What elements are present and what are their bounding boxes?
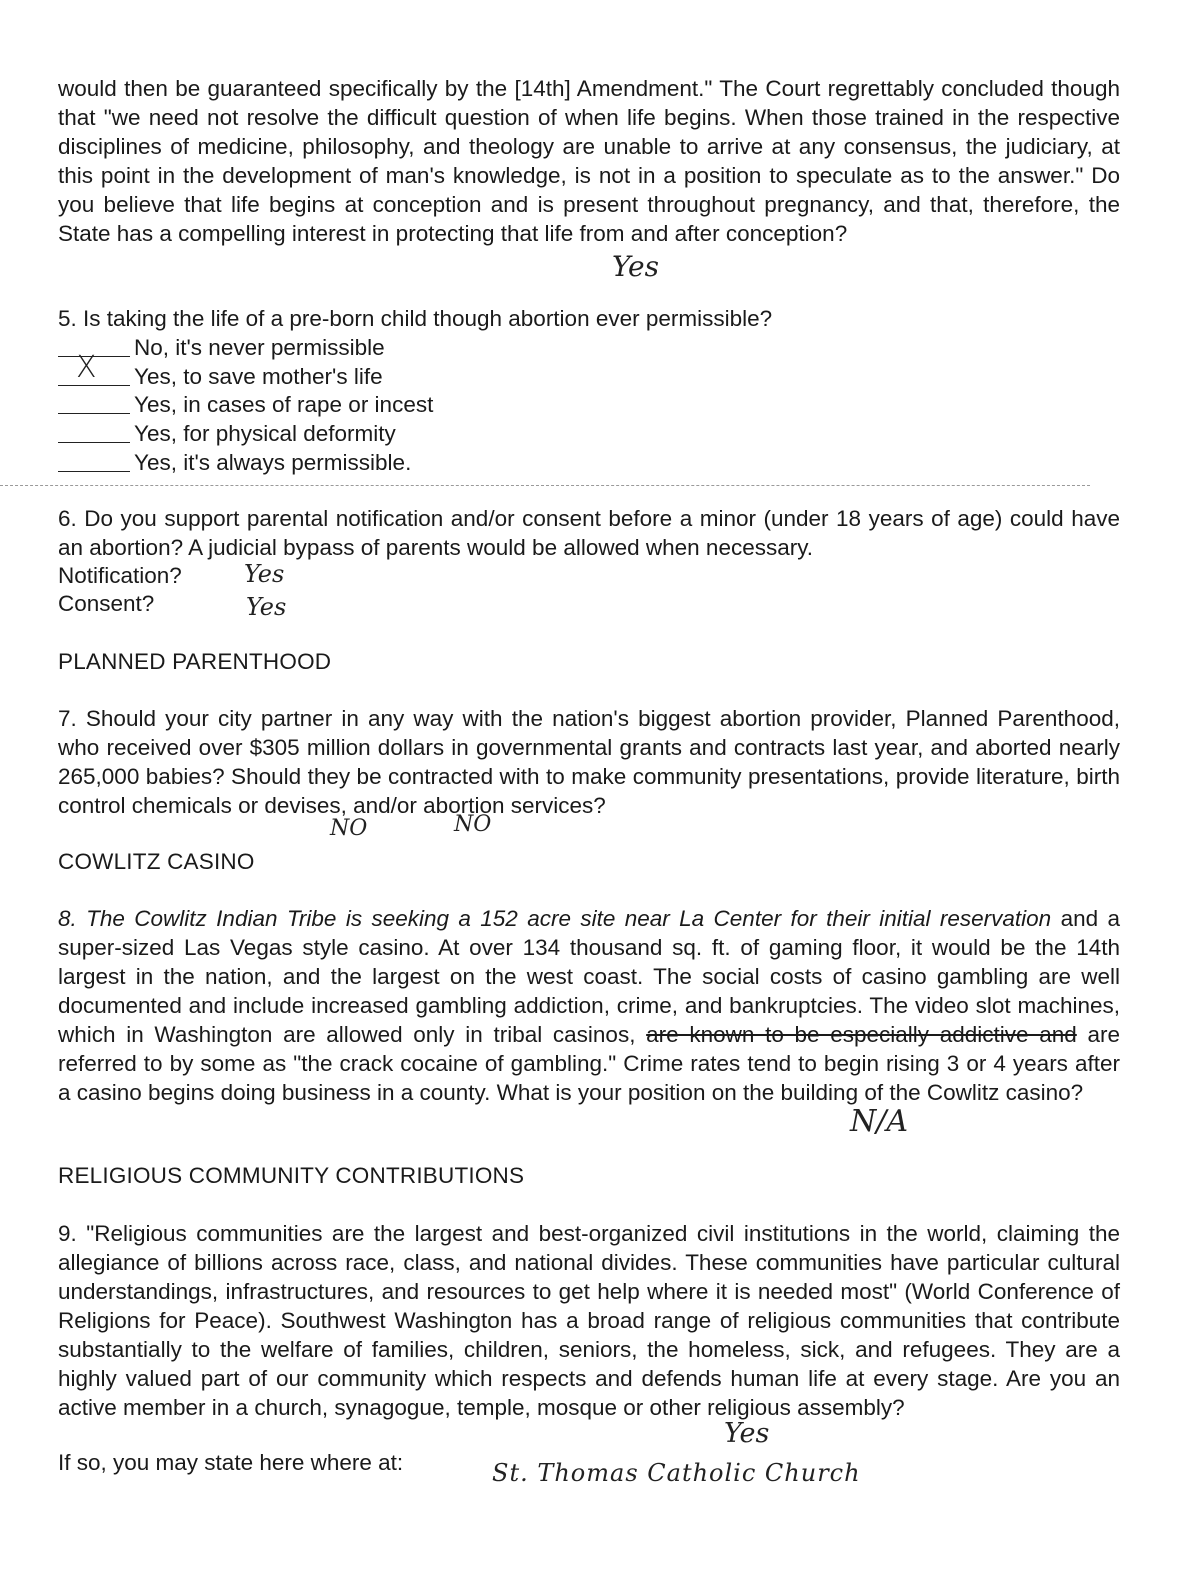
q9-handwritten-answer: Yes — [724, 1418, 770, 1449]
q4-handwritten-answer: Yes — [612, 250, 659, 283]
q5-option-3 — [58, 390, 433, 419]
q5-option-2-label: Yes, to save mother's life — [134, 364, 383, 389]
q5-option-1-label: No, it's never permissible — [134, 335, 385, 360]
q5-option-5-label: Yes, it's always permissible. — [134, 450, 412, 475]
section-heading-cowlitz-casino: COWLITZ CASINO — [58, 849, 255, 874]
q5-option-3-blank[interactable] — [58, 393, 130, 414]
q9-where-label: If so, you may state here where at: — [58, 1450, 404, 1475]
q9-question: 9. "Religious communities are the largest and best-organized civil institutions in the world, claiming the allegiance of billions across race, class, and national divides. These communities have particular cultural understandings, infrastructures, and resources to get help where it is needed most" (World Conference of Religions for Peace). Southwest Washington has a broad range of religious communities that contribute substantially to the welfare of families, children, seniors, the homeless, sick, and refugees. They are a highly valued part of our community which respects and defends human life at every stage. Are you an active member in a church, synagogue, temple, mosque or other religious assembly? — [58, 1221, 1120, 1420]
q5-option-4-label: Yes, for physical deformity — [134, 421, 396, 446]
q9-where-answer: St. Thomas Catholic Church — [492, 1459, 861, 1487]
q7-answer-1: NO — [330, 816, 368, 841]
q5-question: 5. Is taking the life of a pre-born child though abortion ever permissible? — [58, 306, 773, 331]
section-heading-religious-community: RELIGIOUS COMMUNITY CONTRIBUTIONS — [58, 1163, 525, 1188]
q5-option-4-blank[interactable] — [58, 422, 130, 443]
q5-option-2 — [58, 350, 383, 391]
q8-text: and a super-sized Las Vegas style casino. At over 134 thousand sq. ft. of gaming floor, it would be the 14th largest in the nation, and the largest on the west coast. The social costs of casino gambling are well documented and include increased gambling addiction, crime, and bankruptcies. The video slot machines, which in Washington are allowed only in tribal casinos, — [58, 906, 1120, 1047]
page-fold-divider — [0, 485, 1090, 486]
q5-option-2-blank[interactable] — [58, 350, 130, 386]
q5-option-4 — [58, 419, 396, 448]
section-heading-planned-parenthood: PLANNED PARENTHOOD — [58, 649, 332, 674]
q4-text: would then be guaranteed specifically by the [14th] Amendment." The Court regrettably concluded though that "we need not resolve the difficult question of when life begins. When those trained in the respective disciplines of medicine, philosophy, and theology are unable to arrive at any consensus, the judiciary, at this point in the development of man's knowledge, is not in a position to speculate as to the answer." Do you believe that life begins at conception and is present throughout pregnancy, and that, therefore, the State has a compelling interest in protecting that life from and after conception? — [58, 76, 1120, 246]
q8-text-struck: are known to be especially addictive and — [646, 1022, 1077, 1047]
q8-text-italic: 8. The Cowlitz Indian Tribe is seeking a 152 acre site near La Center for their initial reservation — [58, 906, 1052, 931]
q6-notification-answer: Yes — [244, 560, 285, 588]
q5-option-5 — [58, 448, 411, 477]
q6-consent-answer: Yes — [246, 593, 287, 621]
q7-question: 7. Should your city partner in any way with the nation's biggest abortion provider, Planned Parenthood, who received over $305 million dollars in governmental grants and contracts last year, and aborted nearly 265,000 babies? Should they be contracted with to make community presentations, provide literature, birth control chemicals or devises, and/or abortion services? — [58, 706, 1120, 818]
q6-consent-label: Consent? — [58, 591, 155, 616]
q5-option-1 — [58, 333, 385, 362]
q8-handwritten-answer: N/A — [850, 1104, 909, 1139]
q8-text-end: are referred to by some as "the crack cocaine of gambling." Crime rates tend to begin rising 3 or 4 years after a casino begins doing business in a county. What is your position on the building of the Cowlitz casino? — [58, 1022, 1120, 1105]
q5-option-5-blank[interactable] — [58, 451, 130, 472]
q6-question: 6. Do you support parental notification and/or consent before a minor (under 18 years of age) could have an abortion? A judicial bypass of parents would be allowed when necessary. — [58, 506, 1120, 560]
q5-option-3-label: Yes, in cases of rape or incest — [134, 392, 434, 417]
q7-answer-2: NO — [454, 812, 492, 837]
q6-notification-label: Notification? — [58, 563, 182, 588]
q4-continuation-paragraph — [58, 74, 1120, 248]
q8-question — [58, 904, 1120, 1107]
checkmark-x-icon: X — [76, 350, 97, 385]
